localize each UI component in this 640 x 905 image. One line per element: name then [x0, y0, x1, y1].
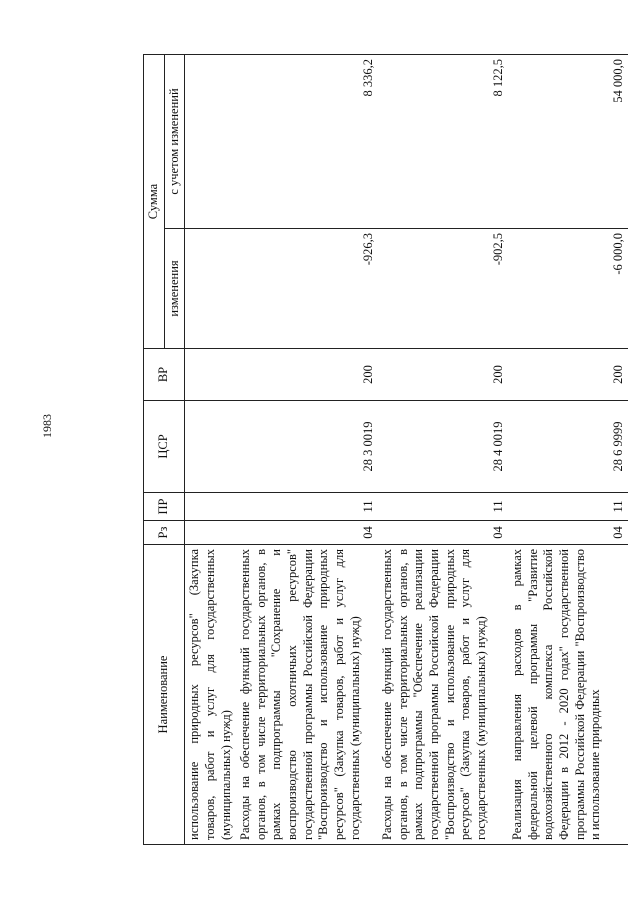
row-csr: 28 4 0019: [378, 401, 508, 493]
row-csr: 28 6 9999: [508, 401, 628, 493]
row-pr: [185, 493, 236, 521]
table-row: [378, 55, 508, 845]
row-total: [185, 55, 236, 229]
row-total: 8 336,2: [236, 55, 378, 229]
header-with-change: с учетом изменений: [164, 55, 185, 229]
row-rz: 04: [508, 521, 628, 545]
header-rz: Рз: [144, 521, 185, 545]
budget-table-rotated: [143, 55, 625, 845]
table-row: [185, 55, 236, 845]
row-rz: 04: [378, 521, 508, 545]
row-pr: 11: [508, 493, 628, 521]
row-rz: 04: [236, 521, 378, 545]
header-csr: ЦСР: [144, 401, 185, 493]
header-name: Наименование: [144, 545, 185, 845]
header-change: изменения: [164, 229, 185, 349]
row-total: 54 000,0: [508, 55, 628, 229]
row-vr: [185, 349, 236, 401]
row-name: Реализация направления расходов в рамках федеральной целевой программы "Развитие водохозяйственного комплекса Российской Федерации в 2012 - 2020 годах" государственной программы Российской Федерации "Воспроизводство и использование природных: [508, 545, 628, 845]
row-vr: 200: [378, 349, 508, 401]
row-csr: [185, 401, 236, 493]
row-change: -902,5: [378, 229, 508, 349]
header-sum: Сумма: [144, 55, 165, 349]
row-change: -926,3: [236, 229, 378, 349]
row-total: 8 122,5: [378, 55, 508, 229]
row-change: -6 000,0: [508, 229, 628, 349]
row-change: [185, 229, 236, 349]
row-vr: 200: [236, 349, 378, 401]
budget-table: [143, 54, 628, 845]
row-pr: 11: [378, 493, 508, 521]
row-pr: 11: [236, 493, 378, 521]
header-pr: ПР: [144, 493, 185, 521]
table-row: [236, 55, 378, 845]
page-number: 1983: [40, 414, 54, 438]
table-row: [508, 55, 628, 845]
row-name: Расходы на обеспечение функций государственных органов, в том числе территориальных органов, в рамках подпрограммы "Сохранение и воспроизводство охотничьих ресурсов" государственной программы Российской Федерации "Воспроизводство и использование природных ресурсов" (Закупка товаров, работ и услуг для государственных (муниципальных) нужд): [236, 545, 378, 845]
row-rz: [185, 521, 236, 545]
row-vr: 200: [508, 349, 628, 401]
row-name: использование природных ресурсов" (Закупка товаров, работ и услуг для государственных (муниципальных) нужд): [185, 545, 236, 845]
header-vr: ВР: [144, 349, 185, 401]
row-name: Расходы на обеспечение функций государственных органов, в том числе территориальных органов, в рамках подпрограммы "Обеспечение реализации государственной программы Российской Федерации "Воспроизводство и использование природных ресурсов" (Закупка товаров, работ и услуг для государственных (муниципальных) нужд): [378, 545, 508, 845]
row-csr: 28 3 0019: [236, 401, 378, 493]
